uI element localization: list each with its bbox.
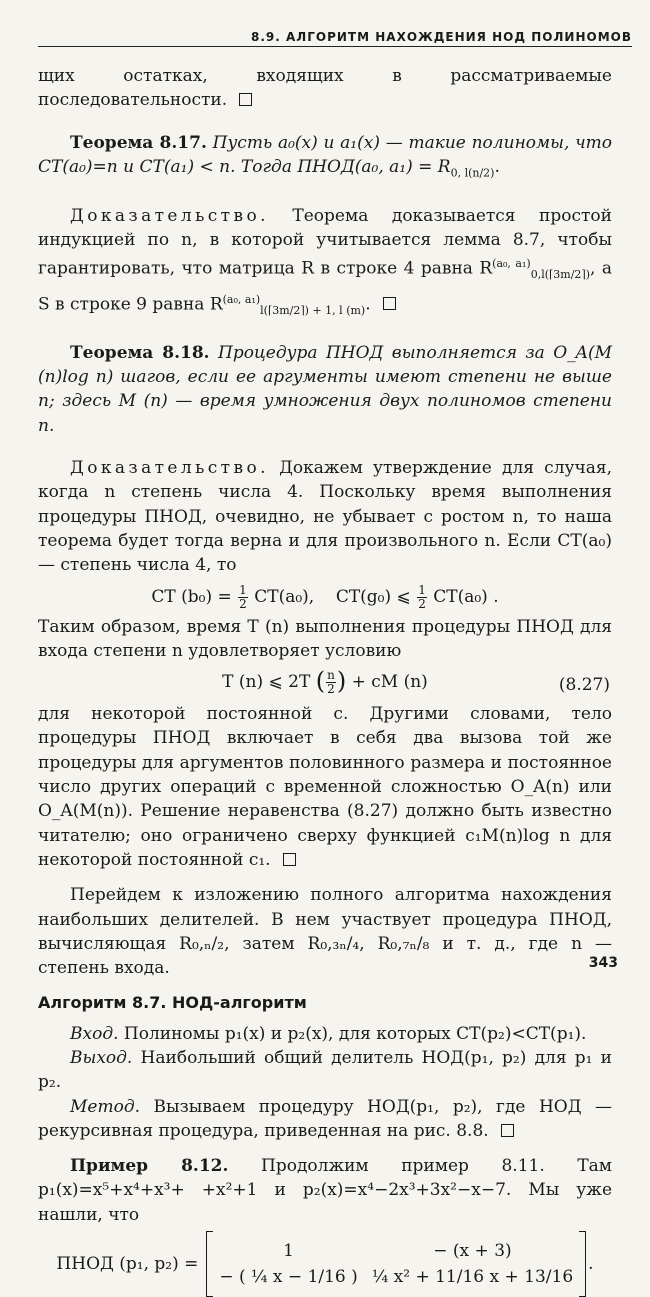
algorithm-output <box>38 1046 612 1095</box>
formula-part: CT (b₀) = <box>151 586 232 607</box>
theorem-statement: Процедура ПНОД выполняется за O_A(M (n)log n) шагов, если ее аргументы имеют степени не выше n; здесь M (n) — время умножения двух полиномов степени n. <box>38 342 612 436</box>
paragraph-continuation <box>38 64 612 113</box>
theorem-label: Теорема 8.18. <box>70 342 210 363</box>
matrix-formula <box>38 1231 612 1297</box>
left-bracket <box>206 1231 213 1297</box>
matrix-cell: ¼ x² + 11/16 x + 13/16 <box>371 1267 574 1288</box>
fraction-n-over-2 <box>326 669 336 696</box>
theorem-8-17 <box>38 131 612 186</box>
matrix-cell: − ( ¼ x − 1/16 ) <box>219 1267 358 1288</box>
algorithm-input <box>38 1022 612 1046</box>
r1-superscript: (a₀, a₁) <box>492 257 531 271</box>
r2-subscript: l(⌈3m/2⌉) + 1, l (m) <box>260 303 366 317</box>
proof-label: Доказательство. <box>70 458 269 479</box>
paragraph-after-eq <box>38 702 612 872</box>
method-text: Вызываем процедуру НОД(p₁, p₂), где НОД — рекурсивная процедура, приведенная на рис. 8.8. <box>38 1096 613 1141</box>
theorem-statement-a: Пусть a₀(x) и a₁(x) — такие полиномы, что <box>212 132 613 153</box>
qed-square-icon <box>283 853 296 866</box>
algorithm-heading: Алгоритм 8.7. НОД-алгоритм <box>38 993 307 1013</box>
qed-square-icon <box>501 1124 514 1137</box>
formula-part: CT(a₀), <box>254 586 315 607</box>
method-label: Метод. <box>70 1096 141 1117</box>
r1-subscript: 0,l(⌈3m/2⌉) <box>530 268 591 282</box>
equation-rhs: + cM (n) <box>351 672 428 693</box>
matrix-grid <box>213 1239 579 1290</box>
fraction-numerator: 1 <box>239 582 247 597</box>
page-body <box>38 64 612 1297</box>
paragraph-next <box>38 883 612 980</box>
algorithm-method <box>38 1095 612 1144</box>
qed-square-icon <box>239 93 252 106</box>
right-bracket <box>579 1231 586 1297</box>
fraction-half <box>417 584 427 611</box>
r2-superscript: (a₀, a₁) <box>222 292 261 306</box>
running-title: 8.9. АЛГОРИТМ НАХОЖДЕНИЯ НОД ПОЛИНОМОВ <box>251 30 632 44</box>
fraction-half <box>238 584 248 611</box>
formula-part: CT(a₀) . <box>433 586 499 607</box>
theorem-label: Теорема 8.17. <box>70 132 207 153</box>
fraction-numerator: 1 <box>418 582 426 597</box>
paragraph-text: Перейдем к изложению полного алгоритма нахождения наибольших делителей. В нем участвует процедура ПНОД, вычисляющая R₀,ₙ/₂, затем R₀,₃ₙ/₄, R₀,₇ₙ/₈ и т. д., где n — степень входа. <box>38 885 612 979</box>
matrix-end: . <box>588 1253 594 1274</box>
matrix-lhs: ПНОД (p₁, p₂) = <box>56 1253 199 1274</box>
qed-square-icon <box>383 297 396 310</box>
formula-part: CT(g₀) ⩽ <box>335 586 411 607</box>
running-head <box>38 29 632 47</box>
proof-8-17 <box>38 204 612 323</box>
output-text: Наибольший общий делитель НОД(p₁, p₂) для p₁ и p₂. <box>38 1047 612 1093</box>
input-text: Полиномы p₁(x) и p₂(x), для которых CT(p₂)<CT(p₁). <box>123 1023 587 1044</box>
proof-text: Докажем утверждение для случая, когда n степень числа 4. Поскольку время выполнения процедуры ПНОД, очевидно, не убывает с ростом n, то наша теорема будет тогда верна и для произвольного n. Если CT(a₀) — степень числа 4, то <box>38 458 612 576</box>
paragraph-text: Таким образом, время T (n) выполнения процедуры ПНОД для входа степени n удовлетворяет условию <box>38 616 612 661</box>
fraction-numerator: n <box>327 668 335 683</box>
example-8-12 <box>38 1154 612 1227</box>
proof-mid: , а S в строке 9 равна R <box>38 258 613 315</box>
equation-8-27: T (n) ⩽ 2T ( $\frac{n}{2}$ ) + cM (n) (8.27) <box>222 667 610 697</box>
algorithm-title <box>38 991 612 1015</box>
theorem-subscript: 0, l(n/2) <box>450 166 495 180</box>
proof-label: Доказательство. <box>70 205 269 226</box>
proof-end: . <box>365 294 371 315</box>
fraction-denominator: 2 <box>418 596 426 611</box>
fraction-denominator: 2 <box>239 596 247 611</box>
page-number: 343 <box>588 955 618 971</box>
fraction-denominator: 2 <box>327 682 335 697</box>
theorem-8-18 <box>38 341 612 438</box>
theorem-end: . <box>494 156 500 177</box>
proof-text: Теорема доказывается простой индукцией по n, в которой учитывается лемма 8.7, чтобы гарантировать, что матрица R в строке 4 равна R <box>38 205 612 279</box>
paragraph-text: щих остатках, входящих в рассматриваемые последовательности. <box>38 66 612 111</box>
proof-8-18 <box>38 456 612 577</box>
matrix-cell: − (x + 3) <box>433 1240 512 1261</box>
equation-number: (8.27) <box>558 675 610 696</box>
paragraph-text: для некоторой постоянной c. Другими словами, тело процедуры ПНОД включает в себя два вызова той же процедуры для аргументов половинного размера и постоянное число других операций с временной сложностью O_A(n) или O_A(M(n)). Решение неравенства (8.27) должно быть известно читателю; оно ограничено сверху функцией c₁M(n)log n для некоторой постоянной c₁. <box>38 704 612 870</box>
example-text: Продолжим пример 8.11. Там p₁(x)=x⁵+x⁴+x³+ +x²+1 и p₂(x)=x⁴−2x³+3x²−x−7. Мы уже нашли, что <box>38 1156 613 1225</box>
input-label: Вход. <box>70 1023 119 1044</box>
output-label: Выход. <box>70 1047 133 1068</box>
example-label: Пример 8.12. <box>70 1156 229 1177</box>
paragraph-time <box>38 615 612 664</box>
formula-ct <box>38 584 612 611</box>
equation-lhs: T (n) ⩽ 2T <box>222 672 311 693</box>
theorem-statement-b: CT(a₀)=n и CT(a₁) < n. Тогда ПНОД(a₀, a₁) = R <box>38 156 451 177</box>
matrix-cell: 1 <box>283 1240 294 1261</box>
